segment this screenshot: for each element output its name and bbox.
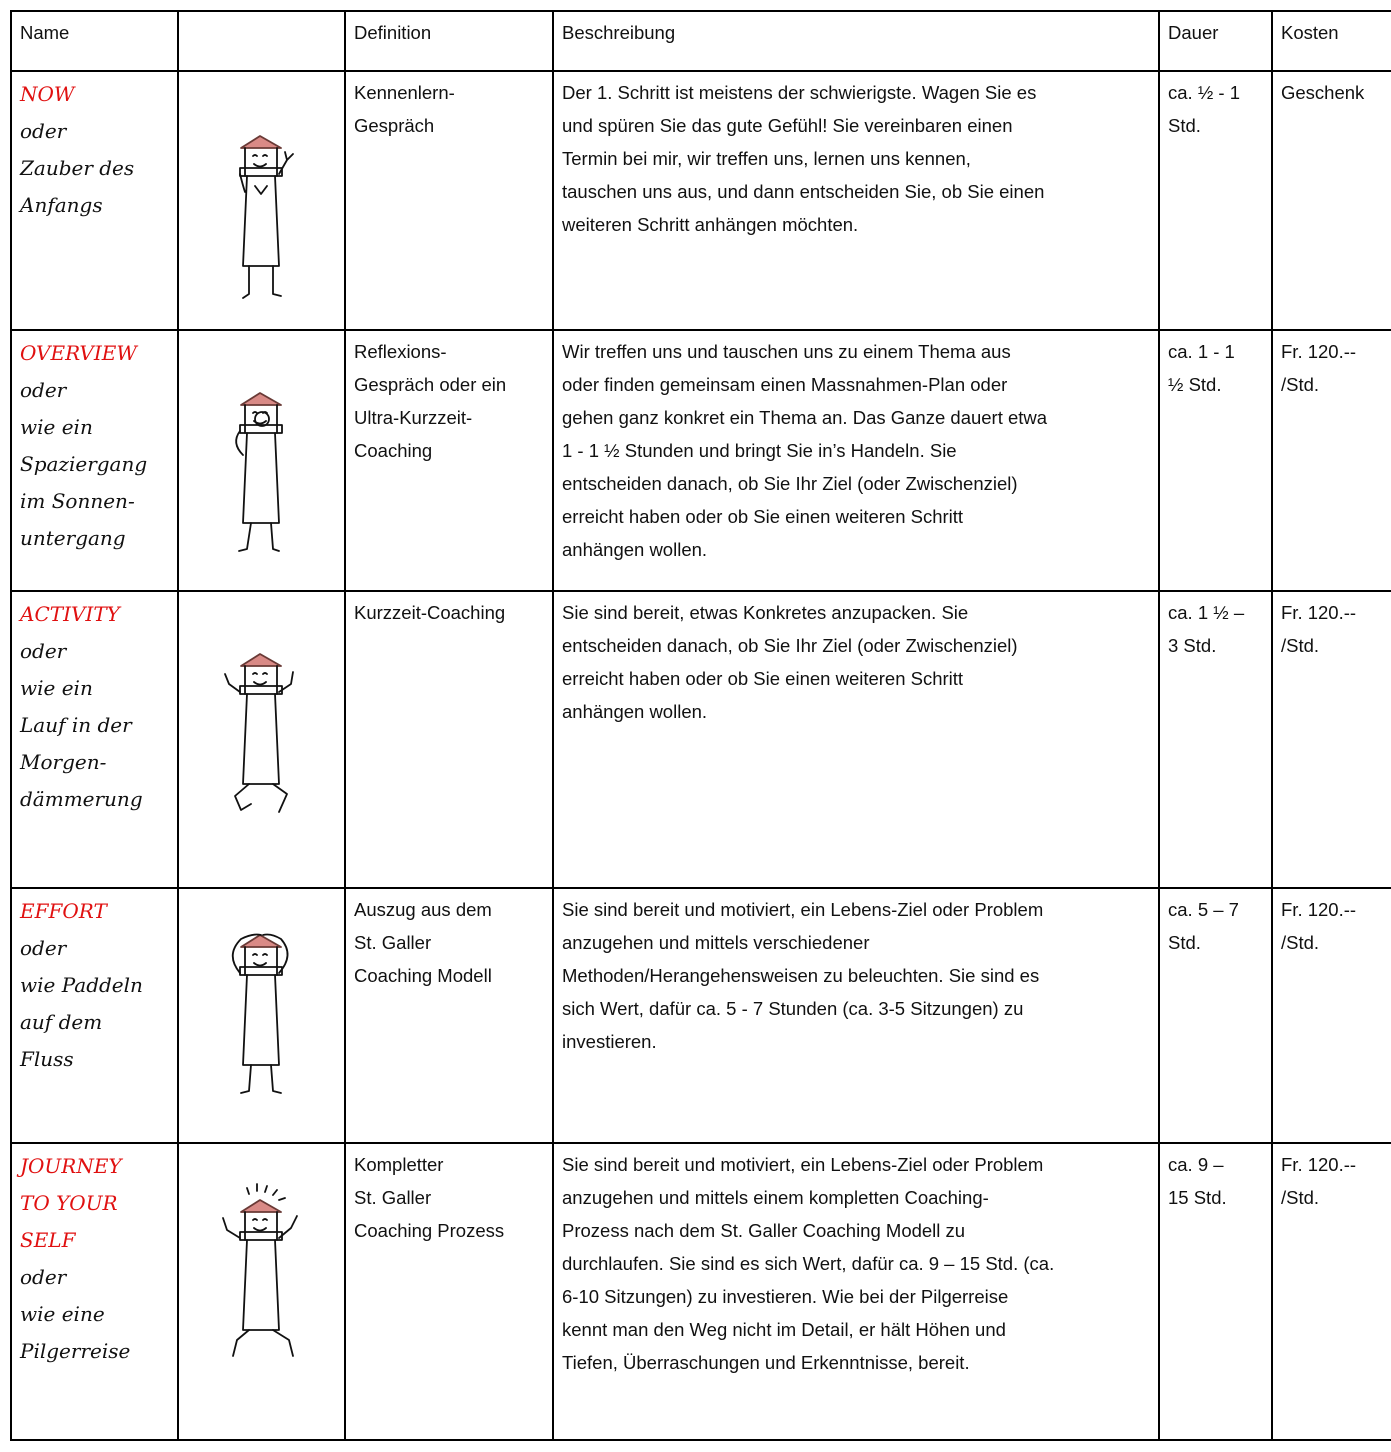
- offer-name-line: EFFORT: [20, 899, 107, 923]
- figure-cell: [178, 330, 345, 591]
- offer-name: [11, 1143, 178, 1440]
- offer-description-line: Termin bei mir, wir treffen uns, lernen uns kennen,: [562, 148, 971, 169]
- figure-cell: [178, 1143, 345, 1440]
- offer-name: [11, 330, 178, 591]
- offer-cost-line: /Std.: [1281, 374, 1320, 395]
- offer-cost-line: /Std.: [1281, 635, 1320, 656]
- offer-name-line: NOW: [20, 82, 75, 106]
- figure-hands-on-head-icon: [207, 915, 317, 1115]
- offer-description-line: Sie sind bereit und motiviert, ein Lebens-Ziel oder Problem: [562, 1154, 1044, 1175]
- offer-duration-line: 15 Std.: [1168, 1187, 1227, 1208]
- offer-name-line: wie Paddeln: [20, 973, 143, 997]
- offer-definition-line: Gespräch oder ein: [354, 374, 507, 395]
- jumping-excited-figure-icon: [207, 1180, 317, 1380]
- table-row: [11, 591, 1391, 888]
- offer-cost: [1272, 1143, 1391, 1440]
- figure-with-magnifier-icon: [207, 373, 317, 573]
- offer-cost: [1272, 71, 1391, 330]
- offer-name-line: oder: [20, 378, 67, 402]
- offer-description-line: Wir treffen uns und tauschen uns zu einem Thema aus: [562, 341, 1011, 362]
- offer-description-line: weiteren Schritt anhängen möchten.: [562, 214, 859, 235]
- offer-duration-line: ca. 5 – 7: [1168, 899, 1239, 920]
- offer-description-line: kennt man den Weg nicht im Detail, er hält Höhen und: [562, 1319, 1006, 1340]
- offer-name-line: SELF: [20, 1228, 76, 1252]
- offer-definition: [345, 71, 553, 330]
- offer-definition-line: Auszug aus dem: [354, 899, 492, 920]
- offer-description-line: Tiefen, Überraschungen und Erkenntnisse, bereit.: [562, 1352, 970, 1373]
- offer-name-line: im Sonnen-: [20, 489, 135, 513]
- offer-definition-line: Kompletter: [354, 1154, 444, 1175]
- offer-name-line: OVERVIEW: [20, 341, 137, 365]
- offer-name-line: Fluss: [20, 1047, 74, 1071]
- offer-description-line: sich Wert, dafür ca. 5 - 7 Stunden (ca. 3-5 Sitzungen) zu: [562, 998, 1024, 1019]
- table-row: [11, 888, 1391, 1143]
- offer-cost-line: Fr. 120.--: [1281, 899, 1357, 920]
- offer-definition-line: Coaching Prozess: [354, 1220, 505, 1241]
- offer-description: [553, 330, 1159, 591]
- offer-duration: [1159, 591, 1272, 888]
- offer-duration-line: 3 Std.: [1168, 635, 1217, 656]
- offer-definition-line: Gespräch: [354, 115, 435, 136]
- offer-description-line: durchlaufen. Sie sind es sich Wert, dafür ca. 9 – 15 Std. (ca.: [562, 1253, 1055, 1274]
- offer-duration: [1159, 330, 1272, 591]
- offer-description-line: Methoden/Herangehensweisen zu beleuchten. Sie sind es: [562, 965, 1040, 986]
- offer-description-line: anzugehen und mittels verschiedener: [562, 932, 870, 953]
- offer-table: [10, 10, 1391, 1441]
- figure-cell: [178, 591, 345, 888]
- offer-duration: [1159, 1143, 1272, 1440]
- offer-name-line: wie ein: [20, 676, 93, 700]
- offer-name-line: untergang: [20, 526, 126, 550]
- offer-description: [553, 71, 1159, 330]
- figure-cell: [178, 71, 345, 330]
- offer-description-line: erreicht haben oder ob Sie einen weiteren Schritt: [562, 668, 964, 689]
- offer-cost-line: /Std.: [1281, 932, 1320, 953]
- offer-description-line: oder finden gemeinsam einen Massnahmen-Plan oder: [562, 374, 1008, 395]
- offer-definition-line: Reflexions-: [354, 341, 447, 362]
- offer-description: [553, 591, 1159, 888]
- offer-name-line: ACTIVITY: [20, 602, 120, 626]
- offer-name-line: Zauber des: [20, 156, 135, 180]
- header-description: Beschreibung: [553, 11, 1159, 71]
- offer-name-line: oder: [20, 119, 67, 143]
- offer-cost-line: /Std.: [1281, 1187, 1320, 1208]
- offer-definition-line: St. Galler: [354, 1187, 432, 1208]
- offer-duration-line: ca. 9 –: [1168, 1154, 1224, 1175]
- offer-description-line: investieren.: [562, 1031, 657, 1052]
- header-duration: Dauer: [1159, 11, 1272, 71]
- offer-name-line: dämmerung: [20, 787, 143, 811]
- offer-name: [11, 888, 178, 1143]
- offer-duration: [1159, 71, 1272, 330]
- running-figure-icon: [207, 634, 317, 834]
- offer-definition-line: Coaching Modell: [354, 965, 492, 986]
- offer-cost: [1272, 591, 1391, 888]
- offer-description-line: Sie sind bereit und motiviert, ein Lebens-Ziel oder Problem: [562, 899, 1044, 920]
- offer-definition: [345, 330, 553, 591]
- offer-name: [11, 591, 178, 888]
- offer-description-line: und spüren Sie das gute Gefühl! Sie vereinbaren einen: [562, 115, 1013, 136]
- offer-description-line: Sie sind bereit, etwas Konkretes anzupacken. Sie: [562, 602, 969, 623]
- standing-figure-waving-icon: [207, 116, 317, 316]
- offer-cost: [1272, 330, 1391, 591]
- offer-name-line: wie eine: [20, 1302, 105, 1326]
- offer-description-line: gehen ganz konkret ein Thema an. Das Ganze dauert etwa: [562, 407, 1048, 428]
- offer-cost-line: Fr. 120.--: [1281, 602, 1357, 623]
- offer-name-line: Morgen-: [20, 750, 107, 774]
- offer-duration-line: ca. 1 ½ –: [1168, 602, 1245, 623]
- offer-description-line: anzugehen und mittels einem kompletten Coaching-: [562, 1187, 989, 1208]
- offer-name-line: Lauf in der: [20, 713, 132, 737]
- offer-definition-line: Ultra-Kurzzeit-: [354, 407, 473, 428]
- offer-description-line: entscheiden danach, ob Sie Ihr Ziel (oder Zwischenziel): [562, 635, 1018, 656]
- offer-duration-line: Std.: [1168, 115, 1201, 136]
- offer-description-line: entscheiden danach, ob Sie Ihr Ziel (oder Zwischenziel): [562, 473, 1018, 494]
- offer-name: [11, 71, 178, 330]
- header-figure: [178, 11, 345, 71]
- table-row: [11, 330, 1391, 591]
- offer-name-line: Pilgerreise: [20, 1339, 131, 1363]
- offer-cost-line: Geschenk: [1281, 82, 1365, 103]
- offer-name-line: oder: [20, 639, 67, 663]
- offer-description-line: tauschen uns aus, und dann entscheiden Sie, ob Sie einen: [562, 181, 1045, 202]
- offer-definition: [345, 591, 553, 888]
- offer-cost-line: Fr. 120.--: [1281, 1154, 1357, 1175]
- offer-cost: [1272, 888, 1391, 1143]
- offer-definition-line: St. Galler: [354, 932, 432, 953]
- header-name: Name: [11, 11, 178, 71]
- offer-description-line: Der 1. Schritt ist meistens der schwierigste. Wagen Sie es: [562, 82, 1037, 103]
- offer-duration-line: ½ Std.: [1168, 374, 1222, 395]
- offer-name-line: Spaziergang: [20, 452, 148, 476]
- offer-definition: [345, 1143, 553, 1440]
- offer-definition-line: Coaching: [354, 440, 433, 461]
- offer-description-line: anhängen wollen.: [562, 539, 708, 560]
- table-row: [11, 71, 1391, 330]
- header-cost: Kosten: [1272, 11, 1391, 71]
- header-definition: Definition: [345, 11, 553, 71]
- offer-name-line: wie ein: [20, 415, 93, 439]
- offer-duration-line: ca. ½ - 1: [1168, 82, 1240, 103]
- table-row: [11, 1143, 1391, 1440]
- offer-definition-line: Kennenlern-: [354, 82, 455, 103]
- offer-cost-line: Fr. 120.--: [1281, 341, 1357, 362]
- offer-definition: [345, 888, 553, 1143]
- offer-description-line: 1 - 1 ½ Stunden und bringt Sie in’s Handeln. Sie: [562, 440, 957, 461]
- offer-name-line: JOURNEY: [20, 1154, 122, 1178]
- offer-description: [553, 1143, 1159, 1440]
- offer-description-line: Prozess nach dem St. Galler Coaching Modell zu: [562, 1220, 966, 1241]
- offer-description-line: anhängen wollen.: [562, 701, 708, 722]
- offer-description-line: 6-10 Sitzungen) zu investieren. Wie bei der Pilgerreise: [562, 1286, 1009, 1307]
- offer-name-line: auf dem: [20, 1010, 103, 1034]
- offer-duration-line: Std.: [1168, 932, 1201, 953]
- figure-cell: [178, 888, 345, 1143]
- offer-definition-line: Kurzzeit-Coaching: [354, 602, 506, 623]
- offer-name-line: Anfangs: [20, 193, 103, 217]
- offer-description-line: erreicht haben oder ob Sie einen weiteren Schritt: [562, 506, 964, 527]
- offer-name-line: oder: [20, 1265, 67, 1289]
- header-row: [11, 11, 1391, 71]
- offer-duration: [1159, 888, 1272, 1143]
- offer-description: [553, 888, 1159, 1143]
- offer-name-line: oder: [20, 936, 67, 960]
- offer-duration-line: ca. 1 - 1: [1168, 341, 1235, 362]
- offer-name-line: TO YOUR: [20, 1191, 118, 1215]
